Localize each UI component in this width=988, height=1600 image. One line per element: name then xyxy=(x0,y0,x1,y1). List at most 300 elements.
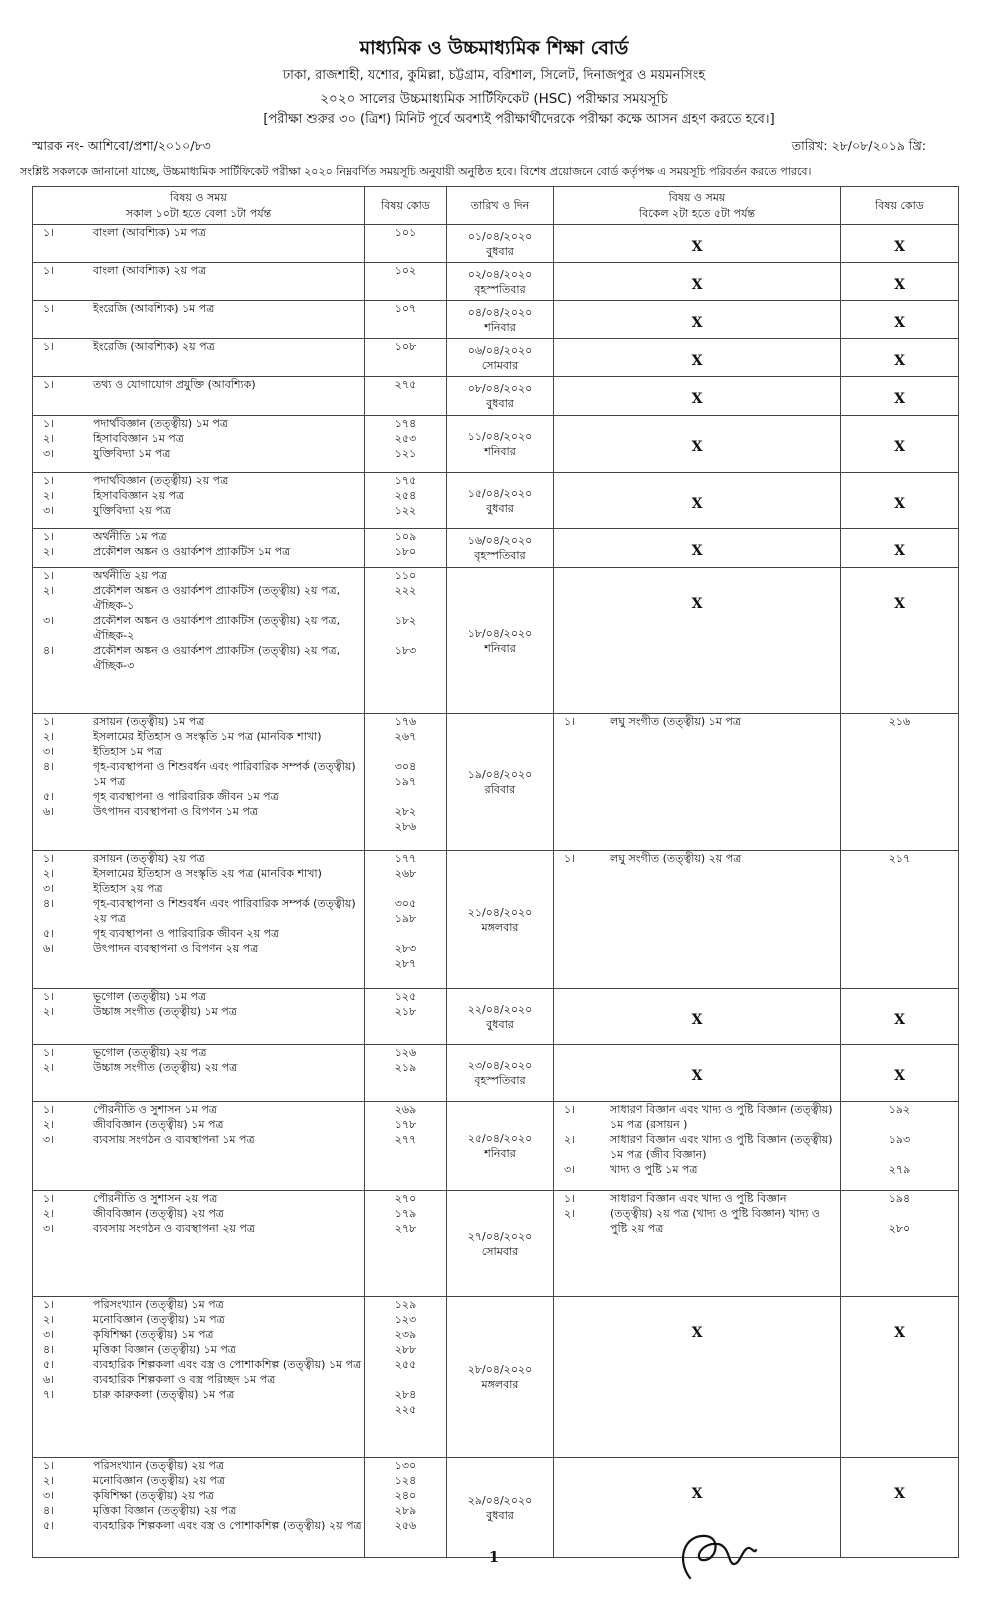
subject-code: ১২৪ xyxy=(394,1474,417,1487)
subject-line xyxy=(554,714,840,729)
serial-number: ১। xyxy=(43,569,55,582)
exam-day: বুধবার xyxy=(486,1508,514,1522)
serial-number: ৪। xyxy=(43,1343,55,1356)
subject-code: ১২১ xyxy=(394,447,417,460)
subject-code: ১৭৫ xyxy=(394,474,417,487)
exam-date: ১৮/০৪/২০২০ xyxy=(467,626,533,640)
subject-line xyxy=(33,881,364,896)
subject-line xyxy=(33,339,364,354)
subject-code: ১২৬ xyxy=(394,1046,417,1059)
morning-subjects xyxy=(33,339,365,377)
subject-code: ২৮৭ xyxy=(394,957,417,970)
subject-code: ২৫৩ xyxy=(394,432,417,445)
exam-date: ০৪/০৪/২০২০ xyxy=(467,305,533,319)
morning-subjects xyxy=(33,301,365,339)
evening-codes xyxy=(841,1191,959,1297)
subject-name: হিসাববিজ্ঞান ২য় পত্র xyxy=(93,489,185,502)
subject-code: ২৭৯ xyxy=(888,1163,911,1176)
serial-number: ২। xyxy=(43,730,55,743)
table-row xyxy=(33,301,959,339)
subject-line xyxy=(33,1045,364,1060)
board-title: মাধ্যমিক ও উচ্চমাধ্যমিক শিক্ষা বোর্ড xyxy=(359,37,629,59)
subject-line xyxy=(554,1132,840,1162)
serial-number: ২। xyxy=(43,1313,55,1326)
serial-number: ৩। xyxy=(43,1328,55,1341)
serial-number: ৬। xyxy=(43,942,55,955)
header-code: বিষয় কোড xyxy=(365,187,447,225)
exam-date: ২৮/০৪/২০২০ xyxy=(467,1363,533,1376)
serial-number: ১। xyxy=(43,264,55,277)
serial-number: ১। xyxy=(43,226,55,239)
subject-code: ২২২ xyxy=(394,584,417,597)
subject-name: ব্যবসায় সংগঠন ও ব্যবস্থাপনা ১ম পত্র xyxy=(93,1133,255,1146)
evening-codes xyxy=(841,416,959,473)
subject-code: ১৯৭ xyxy=(394,775,417,788)
subject-line xyxy=(33,301,364,316)
evening-subjects xyxy=(554,377,841,416)
header-evening-subject xyxy=(554,187,841,225)
subject-code: ২৮৩ xyxy=(394,942,417,955)
morning-codes xyxy=(365,263,447,301)
serial-number: ১। xyxy=(43,990,55,1003)
subject-line xyxy=(33,1503,364,1518)
exam-date-cell xyxy=(447,1297,554,1458)
subject-line xyxy=(33,1060,364,1075)
evening-subjects xyxy=(554,1045,841,1102)
morning-codes xyxy=(365,1102,447,1191)
subject-code: ১২৩ xyxy=(394,1313,417,1326)
morning-codes xyxy=(365,989,447,1045)
subject-code: ২৬৭ xyxy=(394,730,417,743)
morning-codes xyxy=(365,1045,447,1102)
serial-number: ১। xyxy=(43,1103,55,1116)
subject-line xyxy=(33,544,364,559)
serial-number: ১। xyxy=(43,1192,55,1205)
evening-subjects xyxy=(554,339,841,377)
subject-name: ব্যবহারিক শিল্পকলা এবং বস্ত্র ও পোশাকশিল্প (তত্ত্বীয়) ১ম পত্র xyxy=(93,1358,362,1371)
subject-code: ২৭৮ xyxy=(394,1222,417,1235)
evening-codes xyxy=(841,339,959,377)
morning-codes xyxy=(365,568,447,714)
subject-line xyxy=(33,1297,364,1312)
not-applicable-mark: X xyxy=(894,439,905,455)
exam-date: ২৭/০৪/২০২০ xyxy=(467,1229,533,1243)
subject-line xyxy=(33,488,364,503)
subject-name: ব্যবহারিক শিল্পকলা এবং বস্ত্র ও পোশাকশিল্প (তত্ত্বীয়) ২য় পত্র xyxy=(93,1519,362,1532)
serial-number: ১। xyxy=(43,417,55,430)
subject-line xyxy=(33,714,364,729)
evening-codes xyxy=(841,473,959,529)
subject-line xyxy=(33,1102,364,1117)
subject-name: উচ্চাঙ্গ সংগীত (তত্ত্বীয়) ১ম পত্র xyxy=(93,1005,237,1018)
morning-codes xyxy=(365,1191,447,1297)
subject-code: ২১৯ xyxy=(394,1061,417,1074)
subject-name: লঘু সংগীত (তত্ত্বীয়) ১ম পত্র xyxy=(610,715,741,728)
table-row xyxy=(33,473,959,529)
serial-number: ২। xyxy=(43,1474,55,1487)
table-row xyxy=(33,714,959,851)
subject-name: জীববিজ্ঞান (তত্ত্বীয়) ২য় পত্র xyxy=(93,1207,224,1220)
subject-code: ২৫৫ xyxy=(394,1358,417,1371)
not-applicable-mark: X xyxy=(691,1011,703,1028)
table-row xyxy=(33,1297,959,1458)
evening-subjects xyxy=(554,714,841,851)
exam-day: শনিবার xyxy=(484,445,516,458)
serial-number: ১। xyxy=(43,474,55,487)
subject-code: ১০৯ xyxy=(394,530,417,543)
exam-date-cell xyxy=(447,1191,554,1297)
subject-code: ৩০৫ xyxy=(394,897,417,910)
subject-code: ২২৫ xyxy=(394,1403,417,1416)
exam-date-cell xyxy=(447,301,554,339)
subject-line xyxy=(33,1342,364,1357)
subject-code: ১৭৮ xyxy=(394,1118,417,1131)
exam-day: মঙ্গলবার xyxy=(481,1378,519,1391)
evening-codes xyxy=(841,851,959,989)
subject-name: কৃষিশিক্ষা (তত্ত্বীয়) ২য় পত্র xyxy=(93,1489,214,1502)
subject-line xyxy=(554,1206,840,1236)
subject-line xyxy=(33,866,364,881)
serial-number: ১। xyxy=(43,1298,55,1311)
table-row xyxy=(33,263,959,301)
morning-subjects xyxy=(33,989,365,1045)
exam-day: সোমবার xyxy=(481,358,519,372)
subject-name: যুক্তিবিদ্যা ১ম পত্র xyxy=(93,447,171,460)
subject-line xyxy=(554,1162,840,1177)
table-row xyxy=(33,568,959,714)
table-row xyxy=(33,1191,959,1297)
header-morning-subject xyxy=(33,187,365,225)
subject-name: রসায়ন (তত্ত্বীয়) ১ম পত্র xyxy=(93,715,205,728)
table-row xyxy=(33,1045,959,1102)
subject-code: ২৭৭ xyxy=(394,1133,417,1146)
subject-line xyxy=(33,473,364,488)
not-applicable-mark: X xyxy=(691,1486,703,1502)
subject-line xyxy=(33,804,364,819)
subject-line xyxy=(33,446,364,461)
exam-date-cell xyxy=(447,568,554,714)
subject-code: ২৫৪ xyxy=(394,489,417,502)
evening-subjects xyxy=(554,225,841,263)
serial-number: ৪। xyxy=(43,760,55,773)
serial-number: ১। xyxy=(43,530,55,543)
serial-number: ৩। xyxy=(43,447,55,460)
exam-day: বৃহস্পতিবার xyxy=(474,549,526,562)
morning-subjects xyxy=(33,225,365,263)
exam-day: বুধবার xyxy=(486,501,514,515)
subject-line xyxy=(33,1327,364,1342)
subject-code: ১৭৯ xyxy=(394,1207,417,1220)
not-applicable-mark: X xyxy=(691,314,703,331)
subject-code: ২৩৯ xyxy=(394,1328,417,1341)
subject-line xyxy=(33,941,364,956)
subject-line xyxy=(33,759,364,789)
table-row xyxy=(33,416,959,473)
serial-number: ২। xyxy=(43,584,55,597)
subject-name: বাংলা (আবশ্যিক) ১ম পত্র xyxy=(93,226,206,239)
morning-codes xyxy=(365,529,447,568)
not-applicable-mark: X xyxy=(894,543,905,559)
morning-subjects xyxy=(33,529,365,568)
subject-line xyxy=(33,1387,364,1402)
subject-code: ২৮৯ xyxy=(394,1504,417,1517)
exam-date: ০৮/০৪/২০২০ xyxy=(467,382,533,395)
subject-line xyxy=(33,583,364,613)
subject-name: মৃত্তিকা বিজ্ঞান (তত্ত্বীয়) ১ম পত্র xyxy=(93,1343,236,1356)
page-number: 1 xyxy=(488,1548,500,1566)
subject-name: সাধারণ বিজ্ঞান এবং খাদ্য ও পুষ্টি বিজ্ঞান xyxy=(610,1192,787,1205)
subject-name: লঘু সংগীত (তত্ত্বীয়) ২য় পত্র xyxy=(610,852,742,865)
subject-line xyxy=(33,1117,364,1132)
subject-line xyxy=(33,1488,364,1503)
header-evening-time: বিকেল ২টা হতে ৫টা পর্যন্ত xyxy=(638,206,756,220)
subject-code: ১৮০ xyxy=(394,545,417,558)
subject-code: ১৯৩ xyxy=(888,1133,911,1146)
subject-line xyxy=(33,1372,364,1387)
exam-date-cell xyxy=(447,714,554,851)
serial-number: ২। xyxy=(43,545,55,558)
subject-code: ১৮৩ xyxy=(394,644,417,657)
not-applicable-mark: X xyxy=(894,391,905,407)
subject-name: গৃহ-ব্যবস্থাপনা ও শিশুবর্ধন এবং পারিবারিক সম্পর্ক (তত্ত্বীয়) ২য় পত্র xyxy=(93,897,356,925)
subject-code: ২৮৮ xyxy=(394,1343,417,1356)
subject-line xyxy=(33,744,364,759)
exam-day: বুধবার xyxy=(486,244,514,258)
evening-codes xyxy=(841,377,959,416)
subject-name: (তত্ত্বীয়) ২য় পত্র (খাদ্য ও পুষ্টি বিজ্ঞান) খাদ্য ও পুষ্টি ২য় পত্র xyxy=(610,1207,820,1235)
subject-code: ৩০৪ xyxy=(394,760,417,773)
subject-code: ১৭৪ xyxy=(394,417,417,430)
subject-name: তথ্য ও যোগাযোগ প্রযুক্তি (আবশ্যিক) xyxy=(93,378,256,391)
serial-number: ৬। xyxy=(43,805,55,818)
exam-day: শনিবার xyxy=(484,320,516,334)
subject-name: ইসলামের ইতিহাস ও সংস্কৃতি ২য় পত্র (মানবিক শাখা) xyxy=(93,867,322,880)
exam-day: রবিবার xyxy=(484,783,516,796)
subject-code: ১৮২ xyxy=(394,614,417,627)
serial-number: ১। xyxy=(43,302,55,315)
serial-number: ১। xyxy=(564,1192,576,1205)
subject-code: ১৯৮ xyxy=(394,912,417,925)
subject-name: খাদ্য ও পুষ্টি ১ম পত্র xyxy=(610,1163,698,1176)
morning-subjects xyxy=(33,714,365,851)
subject-name: ভূগোল (তত্ত্বীয়) ১ম পত্র xyxy=(93,990,207,1003)
evening-codes xyxy=(841,225,959,263)
not-applicable-mark: X xyxy=(894,1068,905,1084)
table-row xyxy=(33,989,959,1045)
subject-line xyxy=(33,1206,364,1221)
exam-date: ০১/০৪/২০২০ xyxy=(467,229,533,243)
subject-line xyxy=(33,1312,364,1327)
serial-number: ৩। xyxy=(43,504,55,517)
table-row xyxy=(33,225,959,263)
subject-line xyxy=(33,1191,364,1206)
subject-line xyxy=(33,377,364,392)
morning-codes xyxy=(365,473,447,529)
not-applicable-mark: X xyxy=(894,596,905,612)
exam-day: শনিবার xyxy=(484,1147,516,1160)
subject-name: ব্যবসায় সংগঠন ও ব্যবস্থাপনা ২য় পত্র xyxy=(93,1222,255,1235)
serial-number: ১। xyxy=(564,852,576,865)
exam-day: শনিবার xyxy=(484,641,516,655)
subject-line xyxy=(33,789,364,804)
subject-name: মনোবিজ্ঞান (তত্ত্বীয়) ১ম পত্র xyxy=(93,1313,225,1326)
not-applicable-mark: X xyxy=(894,495,905,512)
subject-code: ২৭৫ xyxy=(394,378,417,391)
serial-number: ৬। xyxy=(43,1373,55,1386)
not-applicable-mark: X xyxy=(894,276,905,293)
subject-name: পৌরনীতি ও সুশাসন ২য় পত্র xyxy=(93,1192,218,1205)
morning-codes xyxy=(365,339,447,377)
subject-name: ইংরেজি (আবশ্যিক) ২য় পত্র xyxy=(93,340,215,353)
evening-subjects xyxy=(554,1191,841,1297)
not-applicable-mark: X xyxy=(894,1325,905,1341)
not-applicable-mark: X xyxy=(691,495,703,512)
morning-subjects xyxy=(33,416,365,473)
schedule-table xyxy=(32,186,959,1558)
morning-codes xyxy=(365,1458,447,1558)
subject-code: ১০১ xyxy=(394,226,417,239)
evening-subjects xyxy=(554,301,841,339)
serial-number: ৫। xyxy=(43,927,55,940)
serial-number: ২। xyxy=(43,432,55,445)
serial-number: ৪। xyxy=(43,897,55,910)
not-applicable-mark: X xyxy=(691,238,703,255)
morning-subjects xyxy=(33,263,365,301)
not-applicable-mark: X xyxy=(691,1325,703,1341)
serial-number: ৪। xyxy=(43,644,55,657)
morning-codes xyxy=(365,225,447,263)
exam-date-cell xyxy=(447,377,554,416)
serial-number: ১। xyxy=(564,715,576,728)
subject-line xyxy=(33,1518,364,1533)
serial-number: ১। xyxy=(43,1046,55,1059)
serial-number: ১। xyxy=(43,378,55,391)
serial-number: ১। xyxy=(43,1459,55,1472)
morning-codes xyxy=(365,1297,447,1458)
exam-date: ০৬/০৪/২০২০ xyxy=(467,343,533,357)
subject-line xyxy=(33,225,364,240)
not-applicable-mark: X xyxy=(691,391,703,407)
subject-code: ১৩০ xyxy=(394,1459,417,1472)
subject-name: গৃহ-ব্যবস্থাপনা ও শিশুবর্ধন এবং পারিবারিক সম্পর্ক (তত্ত্বীয়) ১ম পত্র xyxy=(93,760,356,788)
serial-number: ১। xyxy=(564,1103,576,1116)
serial-number: ২। xyxy=(43,1061,55,1074)
morning-codes xyxy=(365,851,447,989)
subject-code: ১০২ xyxy=(394,264,417,277)
morning-subjects xyxy=(33,1045,365,1102)
subject-code: ১২২ xyxy=(394,504,417,517)
subject-code: ২৪০ xyxy=(394,1489,417,1502)
evening-codes xyxy=(841,989,959,1045)
serial-number: ৩। xyxy=(43,1222,55,1235)
serial-number: ৩। xyxy=(43,1489,55,1502)
serial-number: ৩। xyxy=(43,1133,55,1146)
subject-name: পরিসংখ্যান (তত্ত্বীয়) ১ম পত্র xyxy=(93,1298,224,1311)
subject-name: উৎপাদন ব্যবস্থাপনা ও বিপণন ২য় পত্র xyxy=(93,942,259,955)
exam-date: ১১/০৪/২০২০ xyxy=(467,430,533,443)
morning-subjects xyxy=(33,1458,365,1558)
subject-line xyxy=(33,416,364,431)
morning-codes xyxy=(365,714,447,851)
subject-code: ২৮৪ xyxy=(394,1388,417,1401)
serial-number: ২। xyxy=(43,1118,55,1131)
table-row xyxy=(33,529,959,568)
subject-line xyxy=(33,568,364,583)
subject-line xyxy=(33,643,364,673)
subject-name: চারু কারুকলা (তত্ত্বীয়) ১ম পত্র xyxy=(93,1388,235,1401)
subject-name: পরিসংখ্যান (তত্ত্বীয়) ২য় পত্র xyxy=(93,1459,225,1472)
subject-line xyxy=(33,503,364,518)
serial-number: ১। xyxy=(43,340,55,353)
subject-name: ইসলামের ইতিহাস ও সংস্কৃতি ১ম পত্র (মানবিক শাখা) xyxy=(93,730,322,743)
evening-subjects xyxy=(554,851,841,989)
serial-number: ২। xyxy=(564,1133,576,1146)
morning-subjects xyxy=(33,568,365,714)
evening-subjects xyxy=(554,416,841,473)
serial-number: ৪। xyxy=(43,1504,55,1517)
morning-codes xyxy=(365,416,447,473)
subject-line xyxy=(33,1004,364,1019)
not-applicable-mark: X xyxy=(691,543,703,559)
subject-name: প্রকৌশল অঙ্কন ও ওয়ার্কশপ প্র্যাকটিস (তত্ত্বীয়) ২য় পত্র, ঐচ্ছিক-৩ xyxy=(93,644,341,672)
evening-codes xyxy=(841,1458,959,1558)
subject-line xyxy=(33,263,364,278)
subject-line xyxy=(33,1132,364,1147)
exam-date-cell xyxy=(447,416,554,473)
exam-note: [পরীক্ষা শুরুর ৩০ (ত্রিশ) মিনিট পূর্বে অবশ্যই পরীক্ষার্থীদেরকে পরীক্ষা কক্ষে আসন গ্রহণ করতে হবে।] xyxy=(263,112,775,127)
memo-number: স্মারক নং- আশিবো/প্রশা/২০১০/৮৩ xyxy=(32,138,211,153)
exam-date: ২৫/০৪/২০২০ xyxy=(467,1132,533,1145)
serial-number: ৫। xyxy=(43,1358,55,1371)
subject-line xyxy=(33,1221,364,1236)
exam-date-cell xyxy=(447,339,554,377)
subject-code: ১৯২ xyxy=(888,1103,911,1116)
not-applicable-mark: X xyxy=(894,1011,905,1028)
subject-code: ২৫৬ xyxy=(394,1519,417,1532)
subject-line xyxy=(33,613,364,643)
not-applicable-mark: X xyxy=(894,314,905,331)
subject-code: ১২৯ xyxy=(394,1298,417,1311)
subject-code: ২৬৮ xyxy=(394,867,417,880)
exam-date-cell xyxy=(447,1458,554,1558)
subject-name: উৎপাদন ব্যবস্থাপনা ও বিপণন ১ম পত্র xyxy=(93,805,258,818)
evening-subjects xyxy=(554,529,841,568)
subject-code: ১৭৬ xyxy=(394,715,417,728)
serial-number: ৫। xyxy=(43,1519,55,1532)
evening-subjects xyxy=(554,1102,841,1191)
exam-date-cell xyxy=(447,851,554,989)
subject-line xyxy=(33,431,364,446)
exam-date: ২২/০৪/২০২০ xyxy=(467,1002,533,1016)
exam-date: ১৯/০৪/২০২০ xyxy=(467,768,533,781)
subject-name: ইংরেজি (আবশ্যিক) ১ম পত্র xyxy=(93,302,215,315)
evening-codes xyxy=(841,568,959,714)
serial-number: ১। xyxy=(43,852,55,865)
serial-number: ২। xyxy=(43,489,55,502)
evening-codes xyxy=(841,1102,959,1191)
exam-day: বুধবার xyxy=(486,1017,514,1031)
evening-subjects xyxy=(554,473,841,529)
subject-code: ১০৮ xyxy=(394,340,417,353)
header-evening-label: বিষয় ও সময় xyxy=(668,190,726,204)
subject-name: রসায়ন (তত্ত্বীয়) ২য় পত্র xyxy=(93,852,205,865)
evening-codes xyxy=(841,529,959,568)
exam-date: ২১/০৪/২০২০ xyxy=(467,905,533,919)
morning-subjects xyxy=(33,473,365,529)
subject-code: ১২৫ xyxy=(394,990,417,1003)
table-row xyxy=(33,1458,959,1558)
table-row xyxy=(33,851,959,989)
